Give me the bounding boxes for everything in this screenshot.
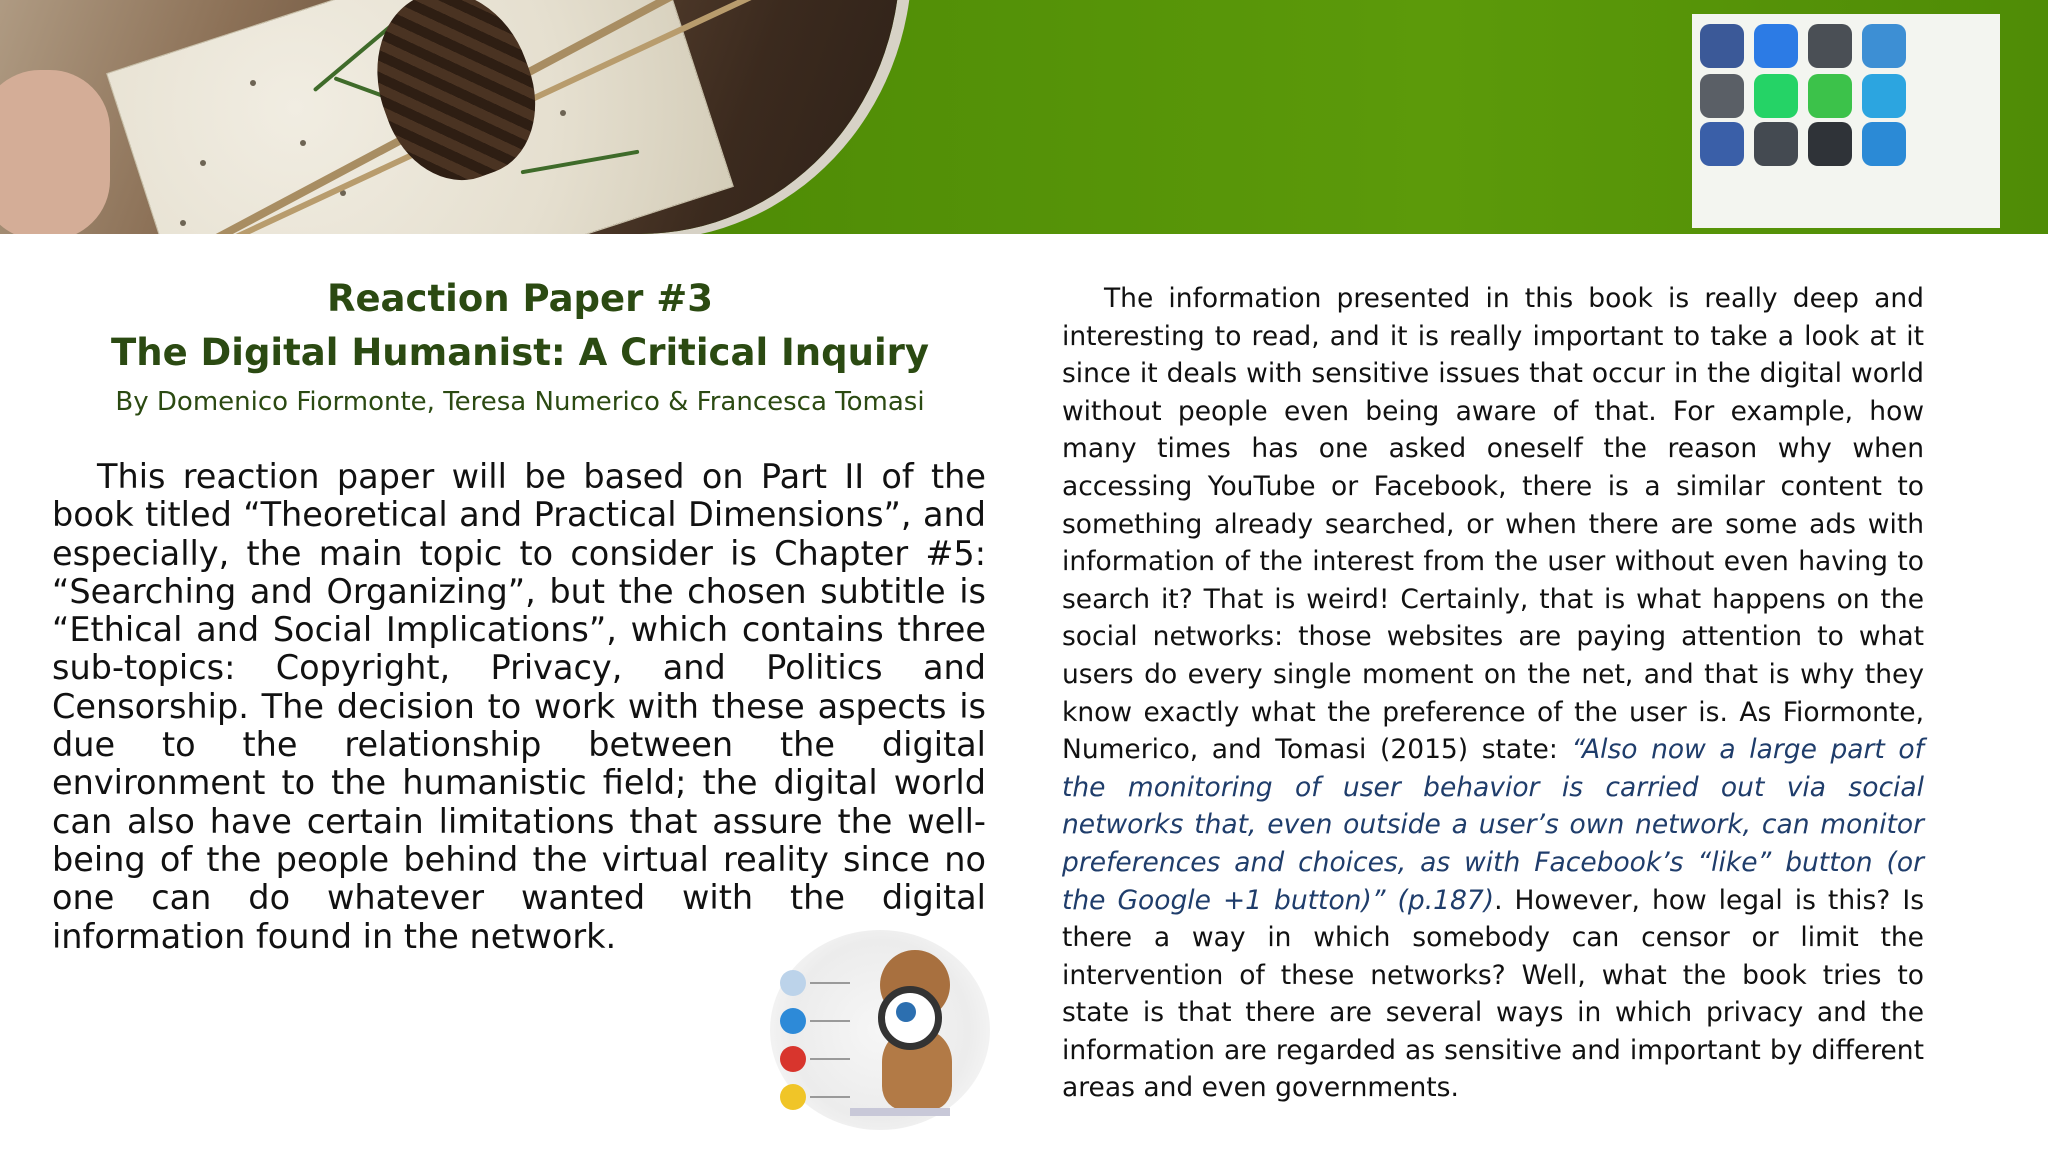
paper-speck bbox=[300, 140, 306, 146]
whatsapp-icon bbox=[1754, 74, 1798, 118]
app-icon bbox=[1808, 24, 1852, 68]
illustration-caption-bar bbox=[850, 1108, 950, 1116]
intro-paragraph: This reaction paper will be based on Part II of the book titled “Theoretical and Practical Dimensions”, and especially, the main topic to consider is Chapter #5: “Searching and Organizing”, but the chosen subtitle is “Ethical and Social Implications”, which contains three sub-topics: Copyright, Privacy, and Politics and Censorship. The decision to work with these aspects is due to the relationship between the digital environment to the humanistic field; the digital world can also have certain limitations that assure the well-being of the people behind the virtual reality since no one can do whatever wanted with the digital information found in the network. bbox=[52, 457, 986, 956]
monkey-eye-shape bbox=[896, 1002, 916, 1022]
hand-shape bbox=[0, 70, 110, 234]
skype-icon bbox=[1862, 122, 1906, 166]
discussion-text-after-quote: . However, how legal is this? Is there a way in which somebody can censor or limit the intervention of these networks? Well, what the book tries to state is that there are several ways in which privacy and the information are regarded as sensitive and important by different areas and even governments. bbox=[1062, 884, 1924, 1104]
telegram-icon bbox=[1862, 74, 1906, 118]
paper-speck bbox=[250, 80, 256, 86]
book-title: The Digital Humanist: A Critical Inquiry bbox=[111, 331, 929, 374]
paper-number-title: Reaction Paper #3 bbox=[326, 277, 714, 320]
stat-dot-blue bbox=[780, 1008, 806, 1034]
book-quote: “Also now a large part of the monitoring of user behavior is carried out via social networks that, even outside a user’s own network, can monitor preferences and choices, as with Facebook’s “like” button (or the Google +1 button)” (p.187) bbox=[1062, 734, 1924, 916]
discussion-paragraph bbox=[1062, 280, 1924, 1107]
app-icon bbox=[1808, 122, 1852, 166]
title-block bbox=[60, 272, 980, 424]
stat-dot-yellow bbox=[780, 1084, 806, 1110]
app-icon bbox=[1700, 74, 1744, 118]
app-icon bbox=[1808, 74, 1852, 118]
discussion-text-before-quote: The information presented in this book is really deep and interesting to read, and it is really important to take a look at it since it deals with sensitive issues that occur in the digital world without people even being aware of that. For example, how many times has one asked oneself the reason why when accessing YouTube or Facebook, there is a similar content to something already searched, or when there are some ads with information of the interest from the user without even having to search it? That is weird! Certainly, that is what happens on the social networks: those websites are paying attention to what users do every single moment on the net, and that is why they know exactly what the preference of the user is. As Fiormonte, Numerico, and Tomasi (2015) state: bbox=[1062, 283, 1924, 766]
monkey-magnifier-analytics-illustration bbox=[770, 930, 990, 1130]
header-banner bbox=[0, 0, 2048, 234]
stat-line bbox=[810, 1020, 850, 1022]
author-byline: By Domenico Fiormonte, Teresa Numerico & Francesca Tomasi bbox=[115, 387, 925, 417]
app-icon bbox=[1700, 122, 1744, 166]
paper-speck bbox=[200, 160, 206, 166]
pinecone-gift-photo bbox=[0, 0, 900, 234]
stat-dot-light-blue bbox=[780, 970, 806, 996]
paper-speck bbox=[180, 220, 186, 226]
smartphone-apps-photo bbox=[1692, 14, 2000, 228]
stat-line bbox=[810, 1058, 850, 1060]
app-icon bbox=[1754, 122, 1798, 166]
stat-dot-red bbox=[780, 1046, 806, 1072]
stat-line bbox=[810, 982, 850, 984]
app-icon bbox=[1862, 24, 1906, 68]
stat-line bbox=[810, 1096, 850, 1098]
app-icon bbox=[1700, 24, 1744, 68]
paper-speck bbox=[560, 110, 566, 116]
app-icon bbox=[1754, 24, 1798, 68]
